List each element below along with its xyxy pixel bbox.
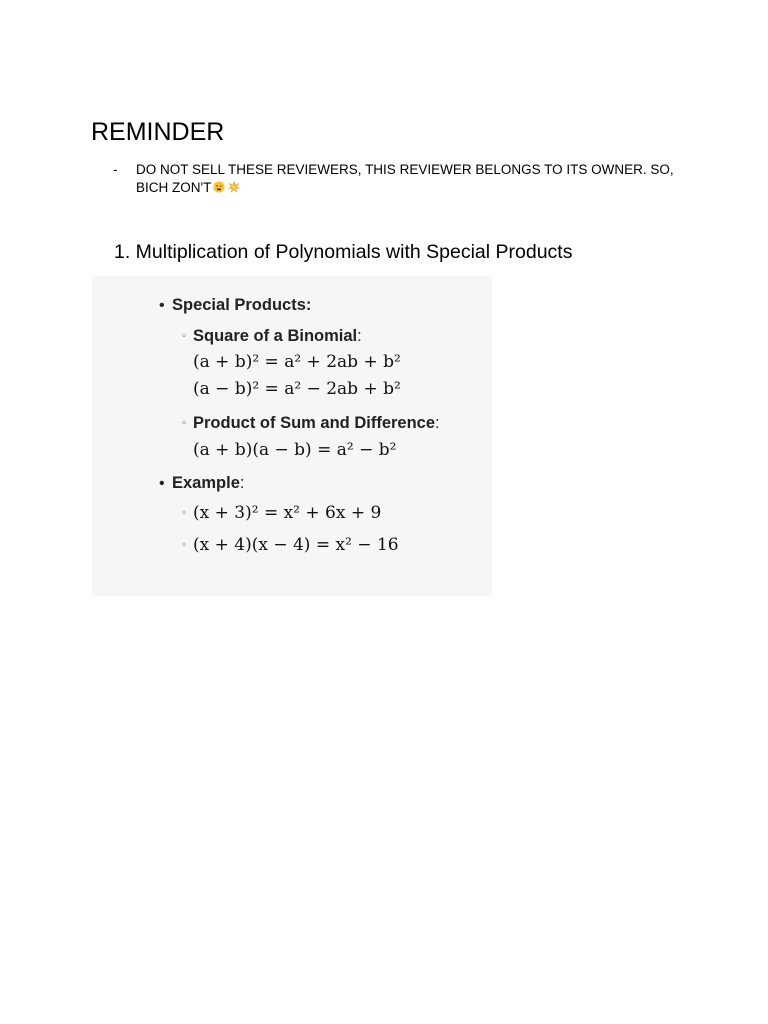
example-item-2 [181, 535, 399, 555]
bullet-dot: • [159, 475, 165, 492]
reminder-heading: REMINDER [91, 118, 225, 146]
bullet-circle: ◦ [181, 331, 187, 342]
special-products-image [92, 276, 492, 596]
section-heading: 1. Multiplication of Polynomials with Special Products [114, 241, 573, 263]
example-item-1 [181, 503, 381, 523]
example-row [159, 474, 244, 493]
bullet-circle: ◦ [181, 508, 187, 519]
special-products-label: Special Products: [172, 296, 312, 314]
sum-difference-row [181, 414, 440, 433]
binomial-formula-minus: (a − b)² = a² − 2ab + b² [193, 379, 401, 399]
example-label: Example [172, 474, 240, 492]
reminder-text: DO NOT SELL THESE REVIEWERS, THIS REVIEWER BELONGS TO ITS OWNER. SO, BICH ZON'T [136, 162, 674, 195]
bullet-circle: ◦ [181, 418, 187, 429]
bullet-circle: ◦ [181, 540, 187, 551]
special-products-row [159, 296, 311, 315]
reminder-bullet-text [136, 161, 684, 197]
bullet-dot: • [159, 297, 165, 314]
sum-difference-formula: (a + b)(a − b) = a² − b² [193, 440, 397, 460]
square-binomial-label: Square of a Binomial [193, 327, 358, 345]
colon: : [357, 327, 362, 345]
example-formula-2: (x + 4)(x − 4) = x² − 16 [193, 535, 399, 555]
square-binomial-row [181, 327, 362, 346]
face-with-steam-icon [212, 180, 226, 194]
colon: : [435, 414, 440, 432]
collision-icon [227, 180, 241, 194]
colon: : [239, 474, 245, 492]
example-formula-1: (x + 3)² = x² + 6x + 9 [193, 503, 382, 523]
bullet-marker: - [113, 162, 118, 177]
sum-difference-label: Product of Sum and Difference [193, 414, 436, 432]
binomial-formula-plus: (a + b)² = a² + 2ab + b² [193, 352, 401, 372]
